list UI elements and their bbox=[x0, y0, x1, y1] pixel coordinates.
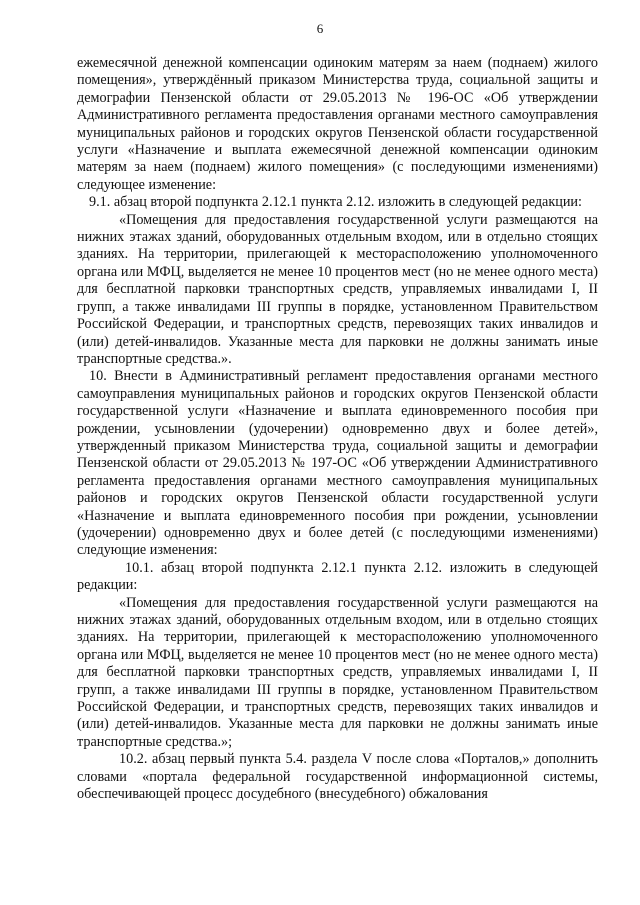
paragraph-continuation: ежемесячной денежной компенсации одиноким матерям за наем (поднаем) жилого помещения», утверждённый приказом Министерства труда, социальной защиты и демографии Пензенской области от 29.05.2013 № 196-ОС «Об утверждении Административного регламента предоставления органами местного самоуправления муниципальных районов и городских округов Пензенской области государственной услуги «Назначение и выплата ежемесячной денежной компенсации одиноким матерям за наем (поднаем) жилого помещения» (с последующими изменениями) следующее изменение: bbox=[77, 55, 598, 193]
paragraph-10: 10. Внести в Административный регламент предоставления органами местного самоуправления муниципальных районов и городских округов Пензенской области государственной услуги «Назначение и выплата единовременного пособия при рождении, усыновлении (удочерении) одновременно двух и более детей», утвержденный приказом Министерства труда, социальной защиты и демографии Пензенской области от 29.05.2013 № 197-ОС «Об утверждении Административного регламента предоставления органами местного самоуправления муниципальных районов и городских округов Пензенской области государственной услуги «Назначение и выплата единовременного пособия при рождении, усыновлении (удочерении) одновременно двух и более детей (с последующими изменениями) следующие изменения: bbox=[77, 368, 598, 559]
page-number: 6 bbox=[316, 21, 324, 36]
paragraph-quote-1: «Помещения для предоставления государственной услуги размещаются на нижних этажах зданий, оборудованных отдельным входом, или в отдельно стоящих зданиях. На территории, прилегающей к месторасположению уполномоченного органа или МФЦ, выделяется не менее 10 процентов мест (но не менее одного места) для бесплатной парковки транспортных средств, управляемых инвалидами I, II групп, а также инвалидами III группы в порядке, установленном Правительством Российской Федерации, и транспортных средств, перевозящих таких инвалидов и (или) детей-инвалидов. Указанные места для парковки не должны занимать иные транспортные средства.». bbox=[77, 211, 598, 367]
paragraph-10-1: 10.1. абзац второй подпункта 2.12.1 пункта 2.12. изложить в следующей редакции: bbox=[77, 559, 598, 594]
paragraph-9-1: 9.1. абзац второй подпункта 2.12.1 пункта 2.12. изложить в следующей редакции: bbox=[89, 194, 582, 211]
document-body bbox=[77, 55, 598, 803]
paragraph-10-2: 10.2. абзац первый пункта 5.4. раздела V после слова «Порталов,» дополнить словами «портала федеральной государственной информационной системы, обеспечивающей процесс досудебного (внесудебного) обжалования bbox=[77, 751, 598, 803]
paragraph-quote-2: «Помещения для предоставления государственной услуги размещаются на нижних этажах зданий, оборудованных отдельным входом, или в отдельно стоящих зданиях. На территории, прилегающей к месторасположению уполномоченного органа или МФЦ, выделяется не менее 10 процентов мест (но не менее одного места) для бесплатной парковки транспортных средств, управляемых инвалидами I, II групп, а также инвалидами III группы в порядке, установленном Правительством Российской Федерации, и транспортных средств, перевозящих таких инвалидов и (или) детей-инвалидов. Указанные места для парковки не должны занимать иные транспортные средства.»; bbox=[77, 594, 598, 750]
